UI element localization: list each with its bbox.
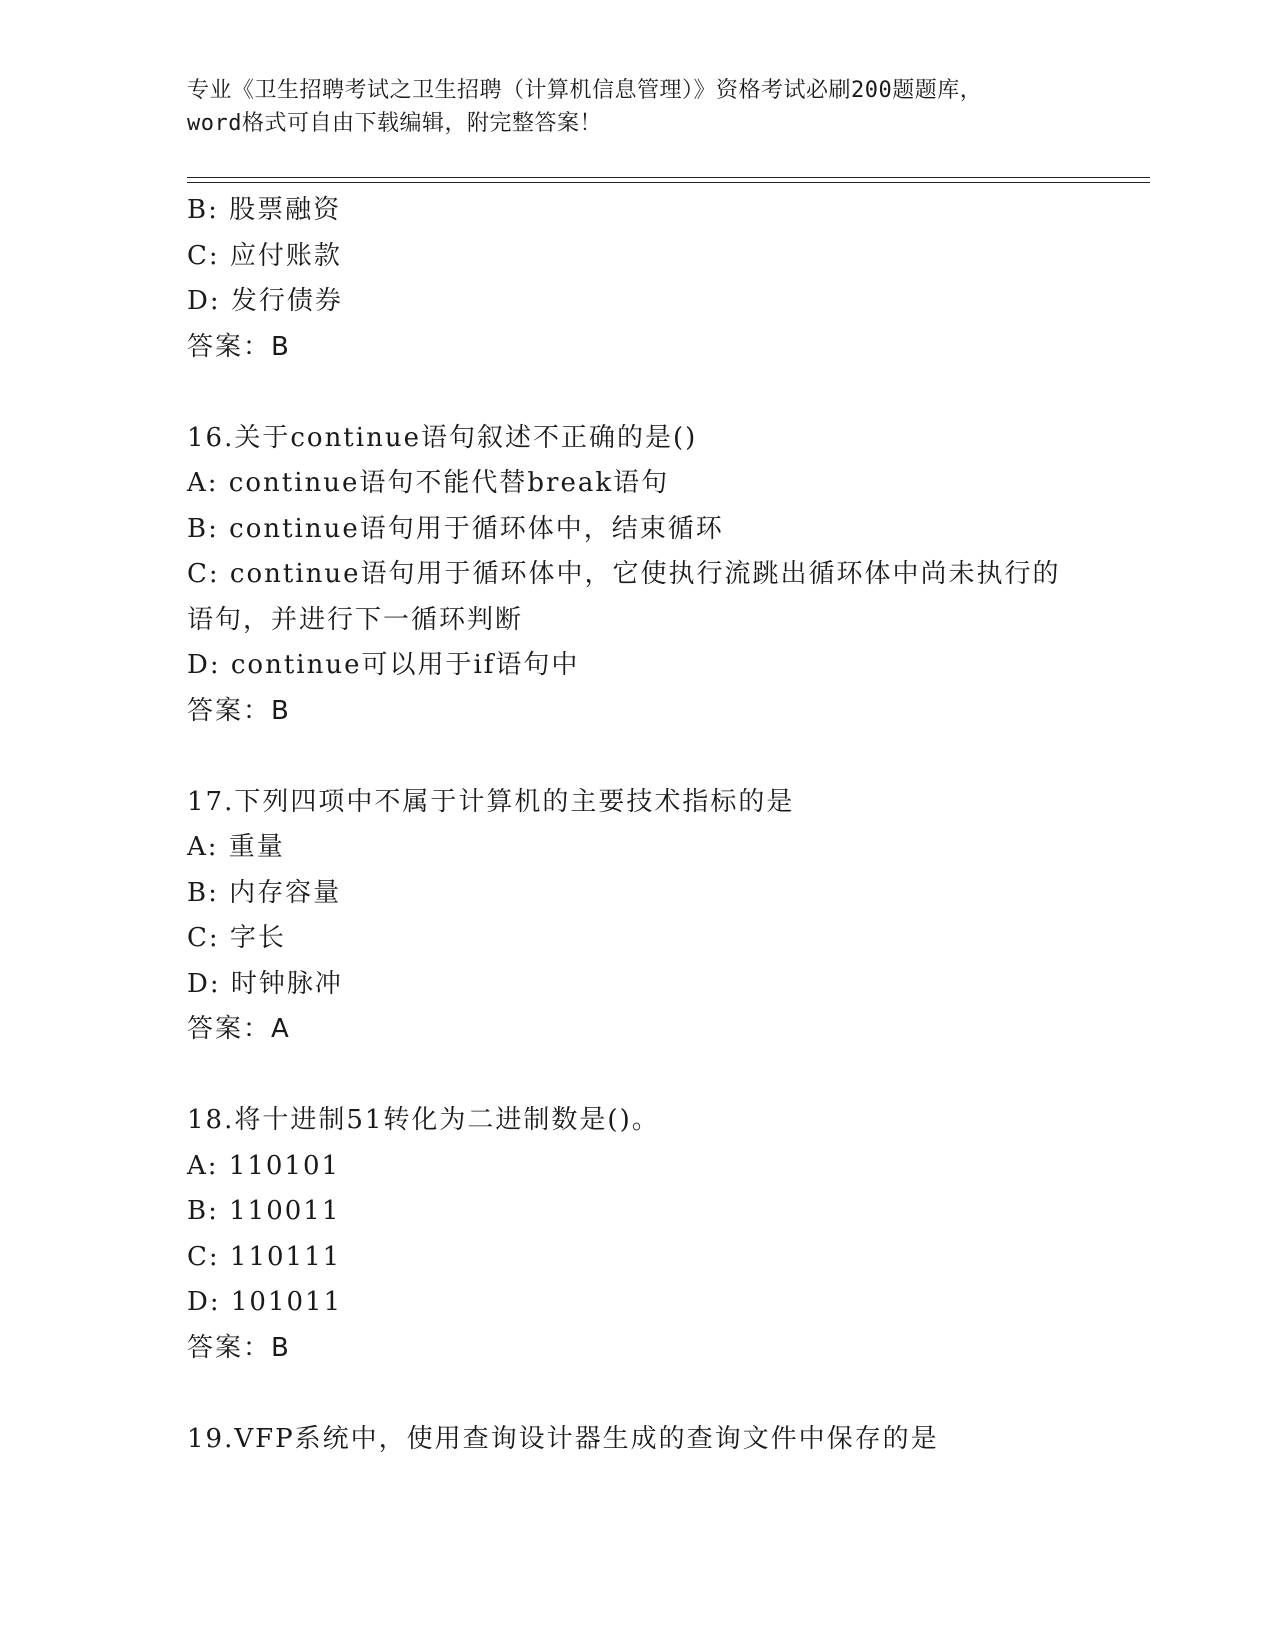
option-d: D: 时钟脉冲: [187, 968, 343, 999]
question-15: [187, 188, 1117, 370]
option-c: C: 110111: [187, 1241, 342, 1272]
spacer: [187, 1053, 1117, 1099]
option-c-continued: 语句，并进行下一循环判断: [187, 604, 524, 635]
answer-line: 答案：B: [187, 695, 291, 726]
option-b: B: 110011: [187, 1196, 341, 1226]
option-b: B: 内存容量: [187, 877, 342, 908]
question-text: 17.下列四项中不属于计算机的主要技术指标的是: [187, 786, 795, 817]
document-header: [187, 74, 1087, 140]
option-d: D: continue可以用于if语句中: [187, 650, 580, 680]
question-17: [187, 780, 1117, 1053]
option-a: A: continue语句不能代替break语句: [187, 468, 670, 498]
option-c: C: continue语句用于循环体中，它使执行流跳出循环体中尚未执行的: [187, 559, 1061, 589]
answer-line: 答案：B: [187, 1332, 291, 1363]
spacer: [187, 1371, 1117, 1417]
option-c: C: 应付账款: [187, 240, 342, 271]
answer-line: 答案：B: [187, 331, 291, 362]
header-rule-bottom: [187, 182, 1150, 183]
header-line-1: 专业《卫生招聘考试之卫生招聘（计算机信息管理）》资格考试必刷200题题库，: [187, 78, 983, 103]
question-text: 16.关于continue语句叙述不正确的是(): [187, 422, 698, 453]
option-a: A: 110101: [187, 1150, 341, 1181]
header-rule-top: [187, 177, 1150, 178]
option-b: B: 股票融资: [187, 195, 342, 225]
header-line-2: word格式可自由下载编辑，附完整答案！: [187, 111, 602, 136]
question-19: [187, 1417, 1117, 1463]
option-a: A: 重量: [187, 832, 285, 862]
question-text: 19.VFP系统中，使用查询设计器生成的查询文件中保存的是: [187, 1423, 939, 1454]
question-18: [187, 1098, 1117, 1371]
option-c: C: 字长: [187, 923, 286, 953]
question-16: [187, 416, 1117, 735]
question-list: [187, 188, 1117, 1462]
question-text: 18.将十进制51转化为二进制数是()。: [187, 1105, 660, 1135]
spacer: [187, 370, 1117, 416]
option-b: B: continue语句用于循环体中，结束循环: [187, 513, 724, 544]
spacer: [187, 734, 1117, 780]
option-d: D: 发行债券: [187, 286, 343, 316]
option-d: D: 101011: [187, 1287, 343, 1317]
answer-line: 答案：A: [187, 1014, 291, 1044]
